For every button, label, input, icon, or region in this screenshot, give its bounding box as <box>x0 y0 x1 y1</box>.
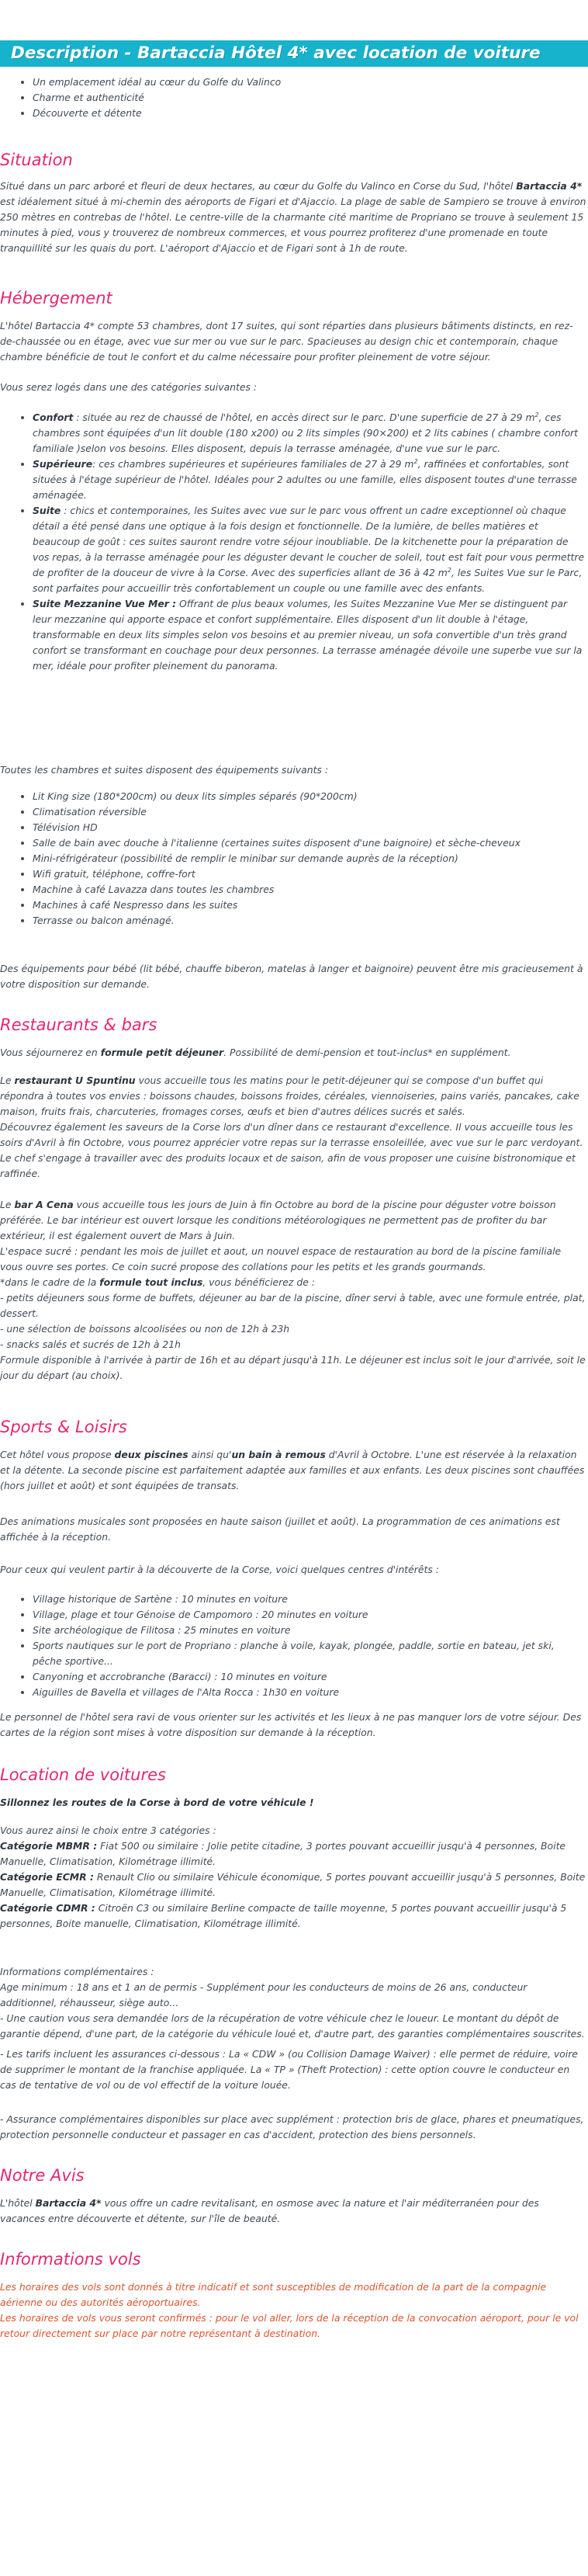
animations-block <box>0 1514 586 1545</box>
text: , les Suites Vue sur le Parc, sont parfaites pour accueillir très confortablement un couple ou une famille avec des enfants. <box>33 567 583 594</box>
vols-heading: Informations vols <box>0 2250 141 2269</box>
text: Vous séjournerez en <box>0 1047 101 1058</box>
text: , ces chambres sont équipées d'un lit double (180 x200) ou 2 lits simples (90×200) et 2 lits cabines ( chambre confort familiale )selon vos besoins. Elles disposent, depuis la terrasse aménagée, d'une vue sur le parc. <box>33 411 578 454</box>
interests-intro-block <box>0 1562 586 1578</box>
info-line: Age minimum : 18 ans et 1 an de permis - Supplément pour les conducteurs de moins de 26 ans, conducteur additionnel, réhausseur, siège auto... <box>0 1981 527 2008</box>
car-category <box>0 1838 586 1870</box>
baby-equipment-paragraph: Des équipements pour bébé (lit bébé, chauffe biberon, matelas à langer et baignoire) peuvent être mis gracieusement à votre disposition sur demande. <box>0 963 583 990</box>
location-heading: Location de voitures <box>0 1765 166 1784</box>
text: Renault Clio ou similaire Véhicule économique, 5 portes pouvant accueillir jusqu'à 5 personnes, Boite Manuelle, Climatisation, Kilométrage illimité. <box>0 1871 586 1898</box>
text: Fiat 500 ou similaire : Jolie petite citadine, 3 portes pouvant accueillir jusqu'à 4 personnes, Boite Manuelle, Climatisation, Kilométrage illimité. <box>0 1840 566 1867</box>
cdw-block <box>0 2047 586 2093</box>
tout-inclus-line: - snacks salés et sucrés de 12h à 21h <box>0 1338 181 1350</box>
spuntinu-dinner-paragraph: Découvrez également les saveurs de la Corse lors d'un dîner dans ce restaurant d'excellence. Il vous accueille tous les soirs d'Avril à fin Octobre, vous pourrez apprécier votre repas sur la terrasse ensoleillée, avec vue sur le parc verdoyant. Le chef s'engage à travailler avec des produits locaux et de saison, afin de vous proposer une cuisine bistronomique et raffinée. <box>0 1121 583 1179</box>
vols-paragraph: Les horaires des vols sont donnés à titre indicatif et sont susceptibles de modification de la part de la compagnie aérienne ou des autorités aéroportuaires. <box>0 2281 547 2308</box>
formule-block <box>0 1045 586 1061</box>
equipments-block <box>0 789 586 929</box>
car-category <box>0 1901 586 1932</box>
tout-inclus-line: - une sélection de boissons alcoolisées ou non de 12h à 23h <box>0 1323 290 1335</box>
bar-paragraph <box>0 1197 586 1244</box>
sports-heading: Sports & Loisirs <box>0 1418 127 1436</box>
avis-section <box>0 2165 586 2186</box>
equipments-intro-block <box>0 762 586 778</box>
info-complementaires-block <box>0 1964 586 2042</box>
superscript: 2 <box>534 411 539 418</box>
assurance-paragraph: - Assurance complémentaires disponibles sur place avec supplément : protection bris de glace, phares et pneumatiques, protection personnelle conducteur et passager en cas d'accident, protection des biens personnels. <box>0 2113 584 2140</box>
interests-intro: Pour ceux qui veulent partir à la découverte de la Corse, voici quelques centres d'intérêts : <box>0 1564 439 1575</box>
location-subtitle: Sillonnez les routes de la Corse à bord de votre véhicule ! <box>0 1797 314 1808</box>
hebergement-section <box>0 287 586 309</box>
intro-list-block <box>0 75 586 121</box>
list-item: • Lit King size (180*200cm) ou deux lits simples séparés (90*200cm) <box>33 789 586 804</box>
categories-intro-block <box>0 380 586 395</box>
hotel-name: Bartaccia 4* <box>516 180 583 192</box>
list-item: • Télévision HD <box>33 820 586 835</box>
tout-inclus-intro <box>0 1275 586 1290</box>
list-item: • Climatisation réversible <box>33 804 586 820</box>
list-item: • Un emplacement idéal au cœur du Golfe du Valinco <box>33 75 586 90</box>
text: , raffinées et confortables, sont situées à l'étage supérieur de l'hôtel. Idéales pour 2 adultes ou une famille, elles disposent toutes d'une terrasse aménagée. <box>33 458 577 501</box>
description-banner <box>0 40 588 67</box>
text: : située au rez de chaussé de l'hôtel, en accès direct sur le parc. D'une superficie de 27 à 29 m <box>73 411 535 423</box>
spuntinu-paragraph <box>0 1073 586 1120</box>
list-item: • Terrasse ou balcon aménagé. <box>33 913 586 929</box>
info-line: Informations complémentaires : <box>0 1966 154 1977</box>
text: Offrant de plus beaux volumes, les Suites Mezzanine Vue Mer se distinguent par leur mezzanine qui apporte espace et confort supplémentaire. Elles disposent d'un lit double à l'étage, transformable en deux lits simples selon vos besoins et au premier niveau, un sofa convertible d'un très grand confort se transformant en couchage pour deux personnes. La terrasse aménagée dévoile une superbe vue sur la mer, idéale pour profiter pleinement du panorama. <box>33 598 583 672</box>
car-category-name: Catégorie CDMR : <box>0 1902 95 1914</box>
restaurant-name: restaurant U Spuntinu <box>14 1074 136 1086</box>
room-type-name: Suite Mezzanine Vue Mer : <box>33 598 177 609</box>
list-item: • Site archéologique de Filitosa : 25 minutes en voiture <box>33 1623 586 1638</box>
vols-text-block <box>0 2279 586 2342</box>
room-types-list <box>0 410 586 674</box>
situation-heading: Situation <box>0 151 73 169</box>
hebergement-paragraph: L'hôtel Bartaccia 4* compte 53 chambres, dont 17 suites, qui sont réparties dans plusieurs bâtiments distincts, en rez-de-chaussée ou en étage, avec vue sur mer ou vue sur le parc. Spacieuses au design chic et contemporain, chaque chambre bénéficie de tout le confort et du calme nécessaire pour profiter pleinement de votre séjour. <box>0 320 573 363</box>
hebergement-heading: Hébergement <box>0 289 112 307</box>
avis-heading: Notre Avis <box>0 2166 85 2185</box>
categories-intro: Vous serez logés dans une des catégories suivantes : <box>0 381 258 393</box>
superscript: 2 <box>413 457 418 465</box>
text: vous offre un cadre revitalisant, en osmose avec la nature et l'air méditerranéen pour des vacances entre découverte et détente, sur l'île de beauté. <box>0 2197 539 2224</box>
avis-text-block <box>0 2196 586 2227</box>
tout-inclus-block <box>0 1275 586 1383</box>
info-line: - Une caution vous sera demandée lors de la récupération de votre véhicule chez le loueur. Le montant du dépôt de garantie dépend, d'une part, de la catégorie du véhicule loué et, d'autre part, des garanties complémentaires souscrites. <box>0 2012 585 2040</box>
text: vous accueille tous les jours de Juin à fin Octobre au bord de la piscine pour déguster votre boisson préférée. Le bar intérieur est ouvert lorsque les conditions météorologiques ne permettent pas de profiter du bar extérieur, il est également ouvert de Mars à Juin. <box>0 1199 556 1241</box>
room-type-name: Supérieure <box>33 458 93 470</box>
banner-title: Description - Bartaccia Hôtel 4* avec location de voiture <box>11 43 541 63</box>
location-subtitle-block <box>0 1795 586 1810</box>
list-item: • Découverte et détente <box>33 106 586 121</box>
list-item: • Machine à café Lavazza dans toutes les chambres <box>33 882 586 897</box>
animations-paragraph: Des animations musicales sont proposées en haute saison (juillet et août). La programmation de ces animations est affichée à la réception. <box>0 1515 560 1543</box>
car-category <box>0 1870 586 1901</box>
list-item: • Charme et authenticité <box>33 90 586 106</box>
text: , vous bénéficierez de : <box>202 1276 315 1288</box>
situation-section <box>0 149 586 171</box>
list-item: • Sports nautiques sur le port de Propriano : planche à voile, kayak, plongée, paddle, sortie en bateau, jet ski, pêche sportive... <box>33 1638 586 1669</box>
text: Situé dans un parc arboré et fleuri de deux hectares, au cœur du Golfe du Valinco en Corse du Sud, l'hôtel <box>0 180 517 192</box>
restaurants-heading: Restaurants & bars <box>0 1015 157 1034</box>
tout-inclus-line: Formule disponible à l'arrivée à partir de 16h et au départ jusqu'à 11h. Le déjeuner est inclus soit le jour d'arrivée, soit le jour du départ (au choix). <box>0 1354 586 1381</box>
espace-sucre-paragraph: L'espace sucré : pendant les mois de juillet et aout, un nouvel espace de restauration au bord de la piscine familiale vous ouvre ses portes. Ce coin sucré propose des collations pour les petits et les grands gourmands. <box>0 1245 562 1272</box>
baby-equipment-block <box>0 961 586 992</box>
text: : chics et contemporaines, les Suites avec vue sur le parc vous offrent un cadre exceptionnel où chaque détail a été pensé dans une optique à la fois design et fonctionnelle. De la lumière, de belles matières et beaucoup de goût : ces suites sauront rendre votre séjour inoubliable. De la kitchenette pour la préparation de vos repas, à la terrasse aménagée pour les déguster devant le coucher de soleil, tout est fait pour vous permettre de profiter de la douceur de vivre à la Corse. Avec des superficies allant de 36 à 42 m <box>33 505 585 578</box>
restaurants-section <box>0 1014 586 1036</box>
situation-paragraph <box>0 179 586 256</box>
text: . Possibilité de demi-pension et tout-inclus* en supplément. <box>223 1047 511 1058</box>
text: Le <box>0 1199 15 1210</box>
list-item: • Machines à café Nespresso dans les suites <box>33 897 586 913</box>
text: : ces chambres supérieures et supérieures familiales de 27 à 29 m <box>92 458 414 470</box>
text: *dans le cadre de la <box>0 1276 100 1288</box>
highlight: deux piscines <box>114 1449 189 1460</box>
text: Citroën C3 ou similaire Berline compacte de taille moyenne, 5 portes pouvant accueillir jusqu'à 5 personnes, Boite manuelle, Climatisation, Kilométrage illimité. <box>0 1902 567 1929</box>
list-item: • Wifi gratuit, téléphone, coffre-fort <box>33 866 586 882</box>
situation-text-block <box>0 179 586 256</box>
piscines-block <box>0 1447 586 1494</box>
text: Cet hôtel vous propose <box>0 1449 115 1460</box>
piscines-paragraph <box>0 1447 586 1494</box>
tout-inclus-line: - petits déjeuners sous forme de buffets, déjeuner au bar de la piscine, dîner servi à table, avec une formule entrée, plat, dessert. <box>0 1292 586 1319</box>
avis-paragraph <box>0 2196 586 2227</box>
formule-name: formule tout inclus <box>99 1276 203 1288</box>
formule-paragraph <box>0 1045 586 1061</box>
text: vous accueille tous les matins pour le petit-déjeuner qui se compose d'un buffet qui répondra à toutes vos envies : boissons chaudes, boissons froides, céréales, viennoiseries, pains variés, pancakes, cake maison, fruits frais, charcuteries, fromages corses, œufs et bien d'autres délices sucrés et salés. <box>0 1074 579 1117</box>
text: ainsi qu' <box>188 1449 232 1460</box>
car-category-name: Catégorie MBMR : <box>0 1840 98 1852</box>
room-type-name: Suite <box>33 505 61 516</box>
bar-block <box>0 1197 586 1275</box>
list-item: • Salle de bain avec douche à l'italienne (certaines suites disposent d'une baignoire) et sèche-cheveux <box>33 835 586 851</box>
staff-block <box>0 1710 586 1741</box>
room-type-item <box>33 596 586 674</box>
room-types-block <box>0 410 586 674</box>
highlight: un bain à remous <box>231 1449 326 1460</box>
room-type-item <box>33 457 586 503</box>
equipments-list <box>0 789 586 929</box>
staff-paragraph: Le personnel de l'hôtel sera ravi de vous orienter sur les activités et les lieux à ne pas manquer lors de votre séjour. Des cartes de la région sont mises à votre disposition sur demande à la réception. <box>0 1711 582 1738</box>
location-section <box>0 1764 586 1786</box>
formule-name: formule petit déjeuner <box>100 1047 224 1058</box>
vols-section <box>0 2248 586 2270</box>
list-item: • Mini-réfrigérateur (possibilité de remplir le minibar sur demande auprès de la réception) <box>33 851 586 866</box>
car-categories-block <box>0 1823 586 1932</box>
text: L'hôtel <box>0 2197 36 2209</box>
intro-list <box>0 75 586 121</box>
car-category-name: Catégorie ECMR : <box>0 1871 94 1883</box>
room-type-item <box>33 410 586 457</box>
interests-list <box>0 1592 586 1700</box>
list-item: • Canyoning et accrobranche (Baracci) : 10 minutes en voiture <box>33 1669 586 1685</box>
list-item: • Village historique de Sartène : 10 minutes en voiture <box>33 1592 586 1607</box>
sports-section <box>0 1416 586 1438</box>
list-item: • Aiguilles de Bavella et villages de l'Alta Rocca : 1h30 en voiture <box>33 1685 586 1700</box>
hebergement-intro-block <box>0 318 586 365</box>
interests-block <box>0 1592 586 1700</box>
superscript: 2 <box>447 566 451 574</box>
cdw-paragraph: - Les tarifs incluent les assurances ci-dessous : La « CDW » (ou Collision Damage Waiver) : elle permet de réduire, voire de supprimer le montant de la franchise appliquée. La « TP » (Theft Protection) : cette option couvre le conducteur en cas de tentative de vol ou de vol effectif de la voiture louée. <box>0 2048 578 2091</box>
room-type-name: Confort <box>33 411 74 423</box>
location-subtitle-wrap <box>0 1795 586 1810</box>
vols-paragraph: Les horaires de vols vous seront confirmés : pour le vol aller, lors de la réception de la convocation aéroport, pour le vol retour directement sur place par notre représentant à destination. <box>0 2312 579 2339</box>
text: est idéalement situé à mi-chemin des aéroports de Figari et d'Ajaccio. La plage de sable de Sampiero se trouve à environ 250 mètres en contrebas de l'hôtel. Le centre-ville de la charmante cité maritime de Propriano se trouve à seulement 15 minutes à pied, vous y trouverez de nombreux commerces, et vous pourrez profiterez d'une promenade en toute tranquillité sur les quais du port. L'aéroport d'Ajaccio et de Figari sont à 1h de route. <box>0 196 586 254</box>
bar-name: bar A Cena <box>14 1199 74 1210</box>
car-categories-intro: Vous aurez ainsi le choix entre 3 catégories : <box>0 1824 216 1836</box>
room-type-item <box>33 503 586 596</box>
equipments-intro: Toutes les chambres et suites disposent des équipements suivants : <box>0 764 329 776</box>
list-item: • Village, plage et tour Génoise de Campomoro : 20 minutes en voiture <box>33 1607 586 1623</box>
text: d'Avril à Octobre. L'une est réservée à la relaxation et la détente. La seconde piscine est parfaitement adaptée aux familles et aux enfants. Les deux piscines sont chauffées (hors juillet et août) et sont équipées de transats. <box>0 1449 585 1491</box>
text: Le <box>0 1074 15 1086</box>
hotel-name: Bartaccia 4* <box>35 2197 102 2209</box>
spuntinu-block <box>0 1073 586 1182</box>
assurance-block <box>0 2112 586 2143</box>
